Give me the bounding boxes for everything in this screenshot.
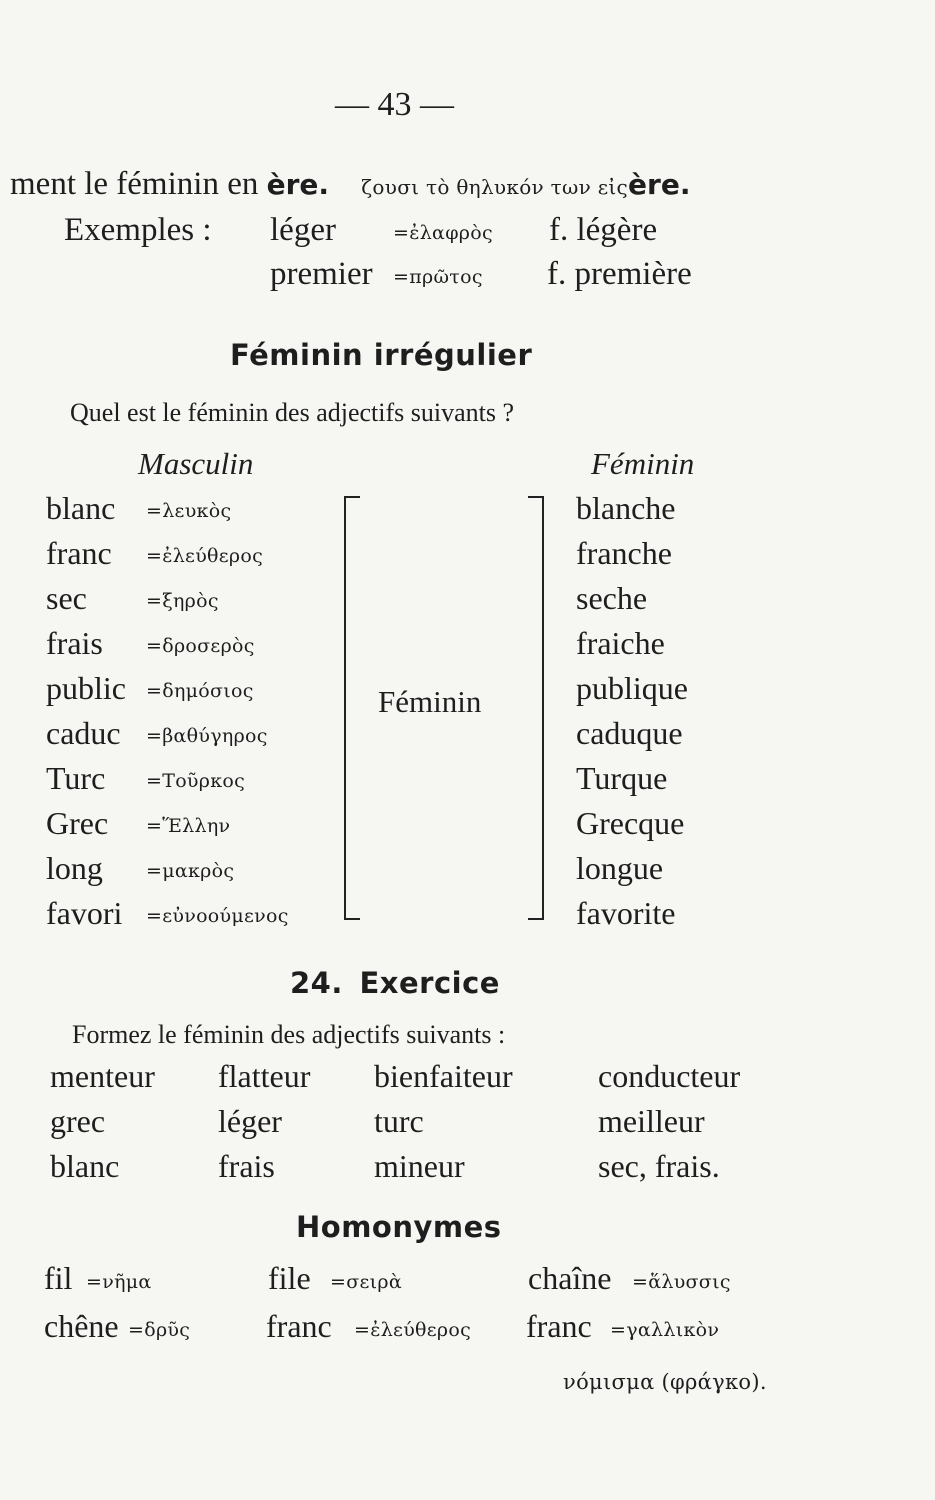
feminine-adjective: favorite <box>576 895 676 931</box>
column-header-masculin: Masculin <box>138 446 254 481</box>
greek-translation: =δροσερὸς <box>146 635 255 657</box>
example-2-feminine: f. première <box>547 256 692 292</box>
section-question: Quel est le féminin des adjectifs suivants ? <box>70 398 515 427</box>
feminine-adjective: publique <box>576 670 688 706</box>
exercise-word: flatteur <box>218 1058 311 1094</box>
exercise-word: frais <box>218 1148 275 1184</box>
greek-translation: =ἐλεύθερος <box>146 545 264 567</box>
exercise-word: sec, frais. <box>598 1148 720 1184</box>
exercise-heading <box>290 966 500 1000</box>
greek-translation: =Ἕλλην <box>146 815 231 837</box>
homonym-greek: =δρῦς <box>128 1319 191 1341</box>
masculine-adjective: blanc <box>46 490 116 526</box>
masculine-adjective: frais <box>46 625 103 661</box>
exercise-word: meilleur <box>598 1103 705 1139</box>
bracket-label-feminin: Féminin <box>378 684 482 719</box>
exercise-word: bienfaiteur <box>374 1058 513 1094</box>
example-1-feminine: f. légère <box>549 212 658 248</box>
homonym-word: fil <box>44 1260 73 1296</box>
masculine-adjective: Turc <box>46 760 106 796</box>
masculine-adjective: favori <box>46 895 123 931</box>
masculine-adjective: caduc <box>46 715 121 751</box>
feminine-adjective: Turque <box>576 760 668 796</box>
example-2-word: premier <box>270 256 373 292</box>
greek-translation: =δημόσιος <box>146 680 254 702</box>
greek-translation: =μακρὸς <box>146 860 235 882</box>
intro-line1-bold: ère. <box>266 168 330 201</box>
masculine-adjective: franc <box>46 535 112 571</box>
homonym-greek: =σειρὰ <box>330 1271 402 1293</box>
greek-translation: =βαθύγηρος <box>146 725 268 747</box>
masculine-adjective: public <box>46 670 126 706</box>
example-2-greek: =πρῶτος <box>393 266 483 288</box>
intro-line1-greek: ζουσι τὸ θηλυκόν των εἰς <box>361 175 629 199</box>
exercise-word: mineur <box>374 1148 465 1184</box>
greek-translation: =Τοῦρκος <box>146 770 246 792</box>
homonym-continuation: νόμισμα (φράγκο). <box>563 1370 767 1394</box>
left-bracket <box>344 496 360 920</box>
homonymes-title: Homonymes <box>296 1210 502 1244</box>
masculine-adjective: long <box>46 850 103 886</box>
greek-translation: =εὐνοούμενος <box>146 905 289 927</box>
homonym-greek: =ἅλυσσις <box>632 1271 731 1293</box>
greek-translation: =ξηρὸς <box>146 590 219 612</box>
intro-line-1 <box>10 166 690 203</box>
greek-translation: =λευκὸς <box>146 500 232 522</box>
column-header-feminin: Féminin <box>591 446 695 481</box>
homonym-word: franc <box>266 1308 332 1344</box>
exercise-word: conducteur <box>598 1058 741 1094</box>
feminine-adjective: franche <box>576 535 672 571</box>
examples-label: Exemples : <box>64 212 212 248</box>
homonym-greek: =ἐλεύθερος <box>354 1319 472 1341</box>
feminine-adjective: blanche <box>576 490 676 526</box>
masculine-adjective: Grec <box>46 805 109 841</box>
exercise-word: grec <box>50 1103 106 1139</box>
exercise-word: blanc <box>50 1148 120 1184</box>
homonym-word: file <box>268 1260 311 1296</box>
exercise-word: menteur <box>50 1058 155 1094</box>
feminine-adjective: caduque <box>576 715 683 751</box>
homonym-greek: =νῆμα <box>86 1271 152 1293</box>
section-title-feminin-irregulier: Féminin irrégulier <box>230 338 533 372</box>
homonym-word: chaîne <box>528 1260 612 1296</box>
example-1-word: léger <box>270 212 336 248</box>
homonym-greek: =γαλλικὸν <box>610 1319 720 1341</box>
exercise-number: 24. <box>290 966 343 1000</box>
feminine-adjective: fraiche <box>576 625 665 661</box>
feminine-adjective: seche <box>576 580 648 616</box>
page-number: — 43 — <box>335 86 454 123</box>
intro-line1-bold2: ère. <box>628 168 691 201</box>
homonym-word: chêne <box>44 1308 119 1344</box>
feminine-adjective: Grecque <box>576 805 685 841</box>
exercise-title: Exercice <box>359 966 500 1000</box>
masculine-adjective: sec <box>46 580 87 616</box>
exercise-word: turc <box>374 1103 424 1139</box>
exercise-instruction: Formez le féminin des adjectifs suivants : <box>72 1020 506 1049</box>
example-1-greek: =ἐλαφρὸς <box>393 222 493 244</box>
right-bracket <box>528 496 544 920</box>
homonym-word: franc <box>526 1308 592 1344</box>
intro-line1-text: ment le féminin en <box>10 166 259 202</box>
feminine-adjective: longue <box>576 850 664 886</box>
exercise-word: léger <box>218 1103 282 1139</box>
